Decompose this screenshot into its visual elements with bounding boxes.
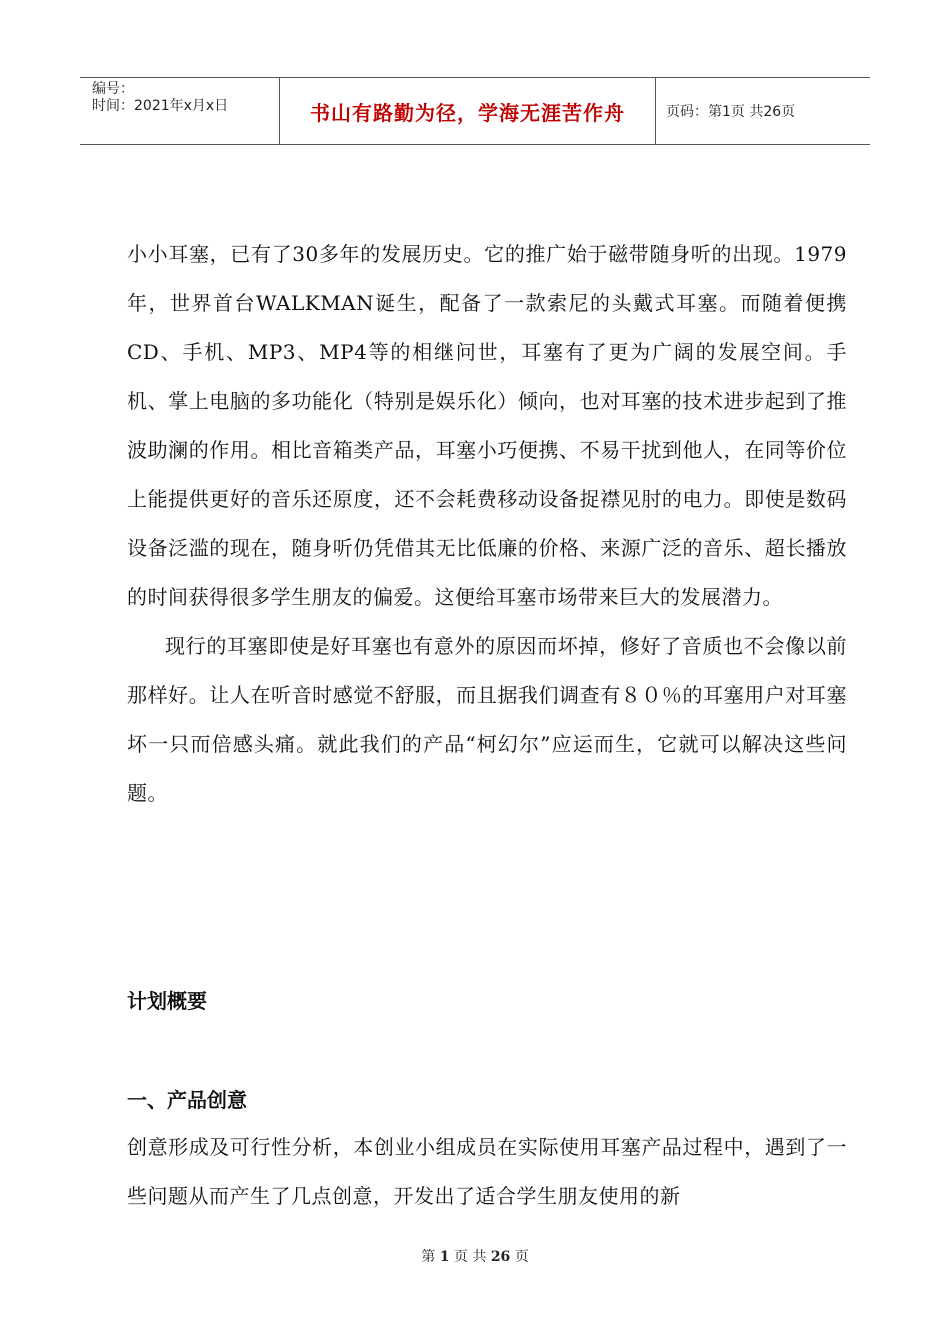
header-meta xyxy=(80,78,280,144)
footer-suffix: 页 xyxy=(514,1249,529,1265)
paragraph-problem: 现行的耳塞即使是好耳塞也有意外的原因而坏掉，修好了音质也不会像以前那样好。让人在听音时感觉不舒服，而且据我们调查有８０％的耳塞用户对耳塞坏一只而倍感头痛。就此我们的产品“柯幻尔”应运而生，它就可以解决这些问题。 xyxy=(127,634,847,805)
footer-current-page: 1 xyxy=(439,1249,450,1265)
footer-total-pages: 26 xyxy=(490,1249,511,1265)
page-header xyxy=(80,77,870,145)
product-idea-text xyxy=(127,1123,847,1221)
paragraph-history: 小小耳塞，已有了30多年的发展历史。它的推广始于磁带随身听的出现。1979年，世界首台WALKMAN诞生，配备了一款索尼的头戴式耳塞。而随着便携CD、手机、MP3、MP4等的相继问世，耳塞有了更为广阔的发展空间。手机、掌上电脑的多功能化（特别是娱乐化）倾向，也对耳塞的技术进步起到了推波助澜的作用。相比音箱类产品，耳塞小巧便携、不易干扰到他人，在同等价位上能提供更好的音乐还原度，还不会耗费移动设备捉襟见肘的电力。即使是数码设备泛滥的现在，随身听仍凭借其无比低廉的价格、来源广泛的音乐、超长播放的时间获得很多学生朋友的偏爱。这便给耳塞市场带来巨大的发展潜力。 xyxy=(127,242,847,609)
intro-text xyxy=(127,230,847,818)
page-footer xyxy=(0,1246,950,1266)
footer-middle: 页 共 xyxy=(453,1249,487,1265)
document-number: 编号： xyxy=(92,81,134,97)
heading-plan-summary: 计划概要 xyxy=(127,989,207,1013)
header-motto: 书山有路勤为径，学海无涯苦作舟 xyxy=(280,78,656,144)
header-page-info: 页码：第1页 共26页 xyxy=(666,104,796,120)
heading-product-idea: 一、产品创意 xyxy=(127,1088,247,1112)
document-time: 时间：2021年x月x日 xyxy=(92,98,229,114)
paragraph-idea: 创意形成及可行性分析，本创业小组成员在实际使用耳塞产品过程中，遇到了一些问题从而产生了几点创意，开发出了适合学生朋友使用的新 xyxy=(127,1135,847,1208)
footer-prefix: 第 xyxy=(421,1249,436,1265)
